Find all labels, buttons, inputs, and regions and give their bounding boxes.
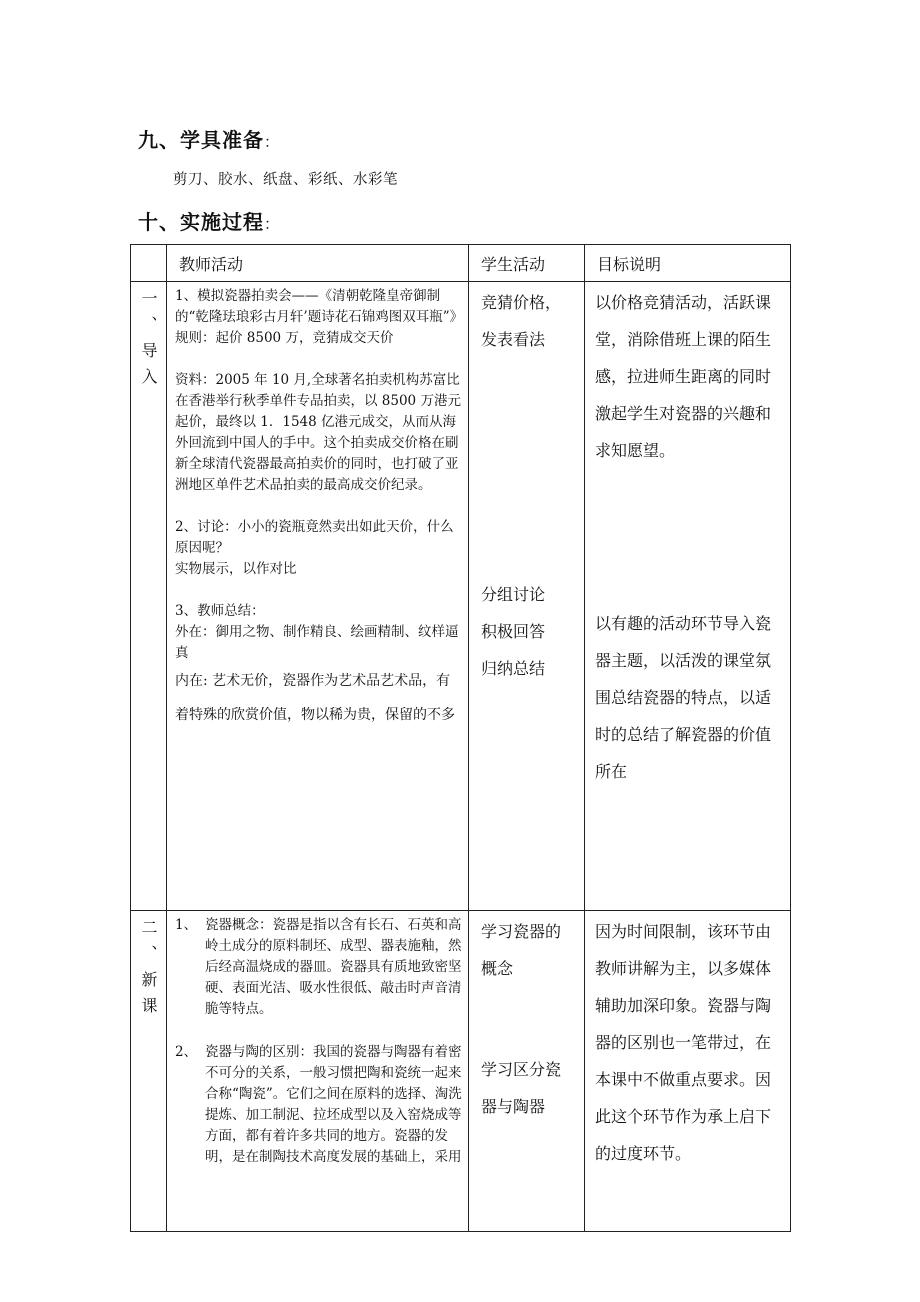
teacher-rule: 规则：起价 8500 万，竞猜成交天价: [175, 330, 394, 346]
teacher-item-2: 2、讨论：小小的瓷瓶竟然卖出如此天价，什么原因呢？: [175, 519, 454, 556]
section-10-colon: ：: [264, 215, 281, 233]
student-text: 发表看法: [481, 330, 546, 349]
teacher-item-1: 1、模拟瓷器拍卖会——《清朝乾隆皇帝御制的“乾隆珐琅彩古月轩’题诗花石锦鸡图双耳瓶”》: [175, 288, 464, 325]
table-row: [131, 282, 791, 911]
teacher-activity-cell: [167, 282, 469, 911]
goal-cell: [585, 282, 791, 911]
header-teacher: 教师活动: [167, 245, 469, 282]
header-student: 学生活动: [469, 245, 585, 282]
process-table: [130, 244, 791, 1232]
student-text: 积极回答: [481, 622, 546, 641]
section-10-title: 十、实施过程: [138, 210, 264, 234]
teacher-show: 实物展示，以作对比: [175, 561, 297, 577]
section-label: 二、新课: [139, 919, 158, 1023]
teacher-outer: 外在：御用之物、制作精良、绘画精制、纹样逼真: [175, 624, 459, 661]
student-text: 学习瓷器的: [481, 922, 562, 941]
goal-text: 以价格竞猜活动，活跃课堂，消除借班上课的陌生感，拉进师生距离的同时激起学生对瓷器的兴趣和求知愿望。: [595, 293, 772, 460]
teacher-info: 资料：2005 年 10 月,全球著名拍卖机构苏富比在香港举行秋季单件专品拍卖，以 8500 万港元起价，最终以 1．1548 亿港元成交，从而从海外回流到中国人的手中。这个拍卖成交价格在刷新全球清代瓷器最高拍卖价的同时，也打破了亚洲地区单件艺术品拍卖的最高成交价纪录。: [175, 372, 461, 493]
table-row: [131, 911, 791, 1232]
goal-text: 因为时间限制，该环节由教师讲解为主，以多媒体辅助加深印象。瓷器与陶器的区别也一笔带过，在本课中不做重点要求。因此这个环节作为承上启下的过度环节。: [595, 922, 772, 1163]
teacher-inner: 内在: 艺术无价，瓷器作为艺术品艺术品，有着特殊的欣赏价值，物以稀为贵，保留的不多: [175, 673, 455, 723]
student-text: 器与陶器: [481, 1097, 546, 1116]
header-blank-cell: [131, 245, 167, 282]
student-text: 归纳总结: [481, 659, 546, 678]
table-header-row: [131, 245, 791, 282]
goal-cell: [585, 911, 791, 1232]
teacher-item-1: 1、 瓷器概念：瓷器是指以含有长石、石英和高岭土成分的原料制坯、成型、器表施釉，然后经高温烧成的器皿。瓷器具有质地致密坚硬、表面光洁、吸水性很低、敲击时声音清脆等特点。: [175, 917, 462, 1017]
section-9-colon: ：: [264, 133, 281, 151]
student-text: 分组讨论: [481, 585, 546, 604]
section-label: 一、导入: [139, 290, 158, 394]
student-text: 学习区分瓷: [481, 1060, 562, 1079]
materials-list: 剪刀、胶水、纸盘、彩纸、水彩笔: [173, 172, 398, 188]
student-text: 概念: [481, 959, 514, 978]
teacher-item-3: 3、教师总结：: [175, 603, 265, 619]
header-goal: 目标说明: [585, 245, 791, 282]
section-9-heading: [138, 124, 280, 153]
student-text: 竞猜价格，: [481, 293, 562, 312]
teacher-activity-cell: [167, 911, 469, 1232]
section-label-cell: [131, 282, 167, 911]
student-activity-cell: [469, 911, 585, 1232]
section-10-heading: [138, 206, 280, 235]
section-label-cell: [131, 911, 167, 1232]
goal-text: 以有趣的活动环节导入瓷器主题，以活泼的课堂氛围总结瓷器的特点，以适时的总结了解瓷器的价值所在: [595, 614, 772, 781]
section-9-title: 九、学具准备: [138, 128, 264, 152]
teacher-item-2: 2、 瓷器与陶的区别：我国的瓷器与陶器有着密不可分的关系，一般习惯把陶和瓷统一起来合称“陶瓷”。它们之间在原料的选择、淘洗提炼、加工制泥、拉坯成型以及入窑烧成等方面，都有着许多共同的地方。瓷器的发明，是在制陶技术高度发展的基础上，采用: [175, 1044, 462, 1165]
student-activity-cell: [469, 282, 585, 911]
